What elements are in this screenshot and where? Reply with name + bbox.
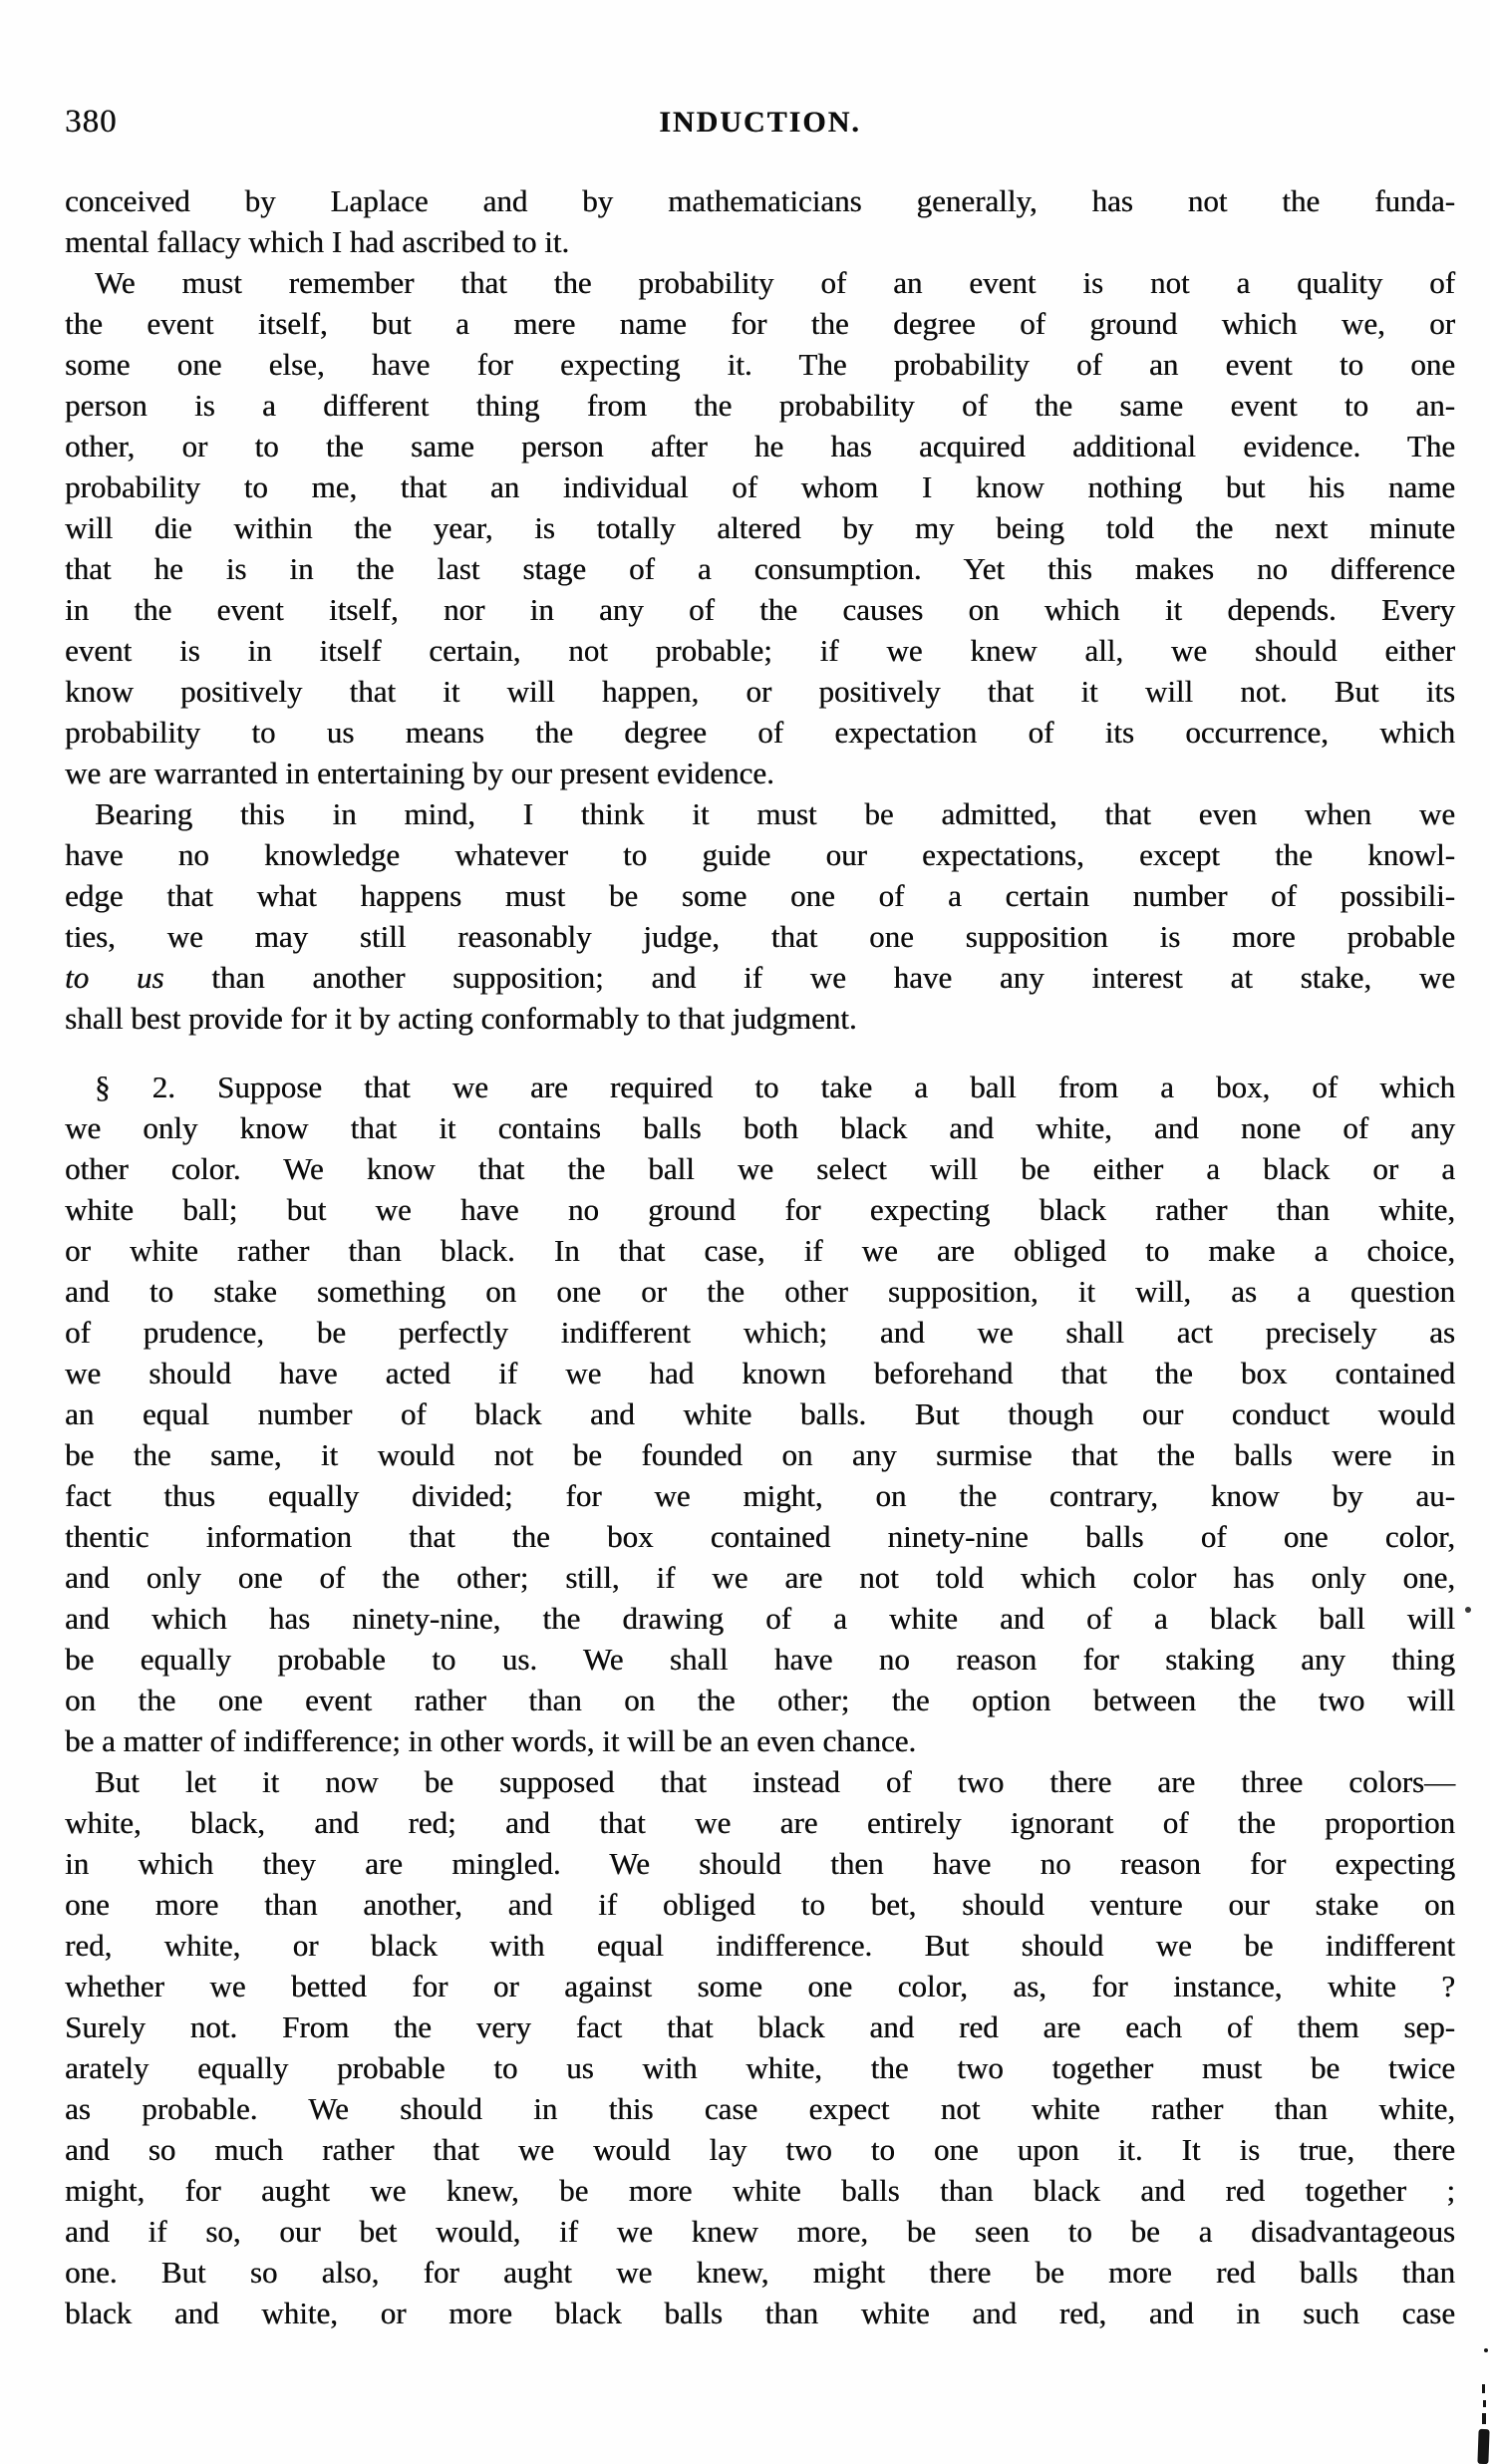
text-line: white, black, and red; and that we are entirely ignorant of the proportion xyxy=(65,1805,1455,1840)
text-line: some one else, have for expecting it. The probability of an event to one xyxy=(65,347,1455,382)
running-header-title: INDUCTION. xyxy=(659,106,861,139)
text-line: know positively that it will happen, or positively that it will not. But its xyxy=(65,674,1455,709)
text-line: white ball; but we have no ground for expecting black rather than white, xyxy=(65,1192,1455,1227)
text-line: thentic information that the box contained ninety-nine balls of one color, xyxy=(65,1519,1455,1554)
text-line xyxy=(65,957,1455,998)
text-line: will die within the year, is totally altered by my being told the next minute xyxy=(65,510,1455,545)
scan-artifact-dot xyxy=(1465,1607,1471,1613)
text-line: be equally probable to us. We shall have no reason for staking any thing xyxy=(65,1642,1455,1677)
text-line: event is in itself certain, not probable; if we knew all, we should either xyxy=(65,633,1455,668)
text-line: probability to me, that an individual of whom I know nothing but his name xyxy=(65,469,1455,504)
paragraph-section-2 xyxy=(65,1067,1455,1761)
text-line: red, white, or black with equal indifference. But should we be indifferent xyxy=(65,1928,1455,1963)
text-line: other, or to the same person after he has acquired additional evidence. The xyxy=(65,429,1455,463)
text-line: Bearing this in mind, I think it must be admitted, that even when we xyxy=(95,796,1455,831)
scan-artifact-dash xyxy=(1482,2384,1485,2393)
scan-artifact-dash xyxy=(1483,2400,1486,2407)
text-line: have no knowledge whatever to guide our expectations, except the knowl- xyxy=(65,837,1455,872)
text-line: But let it now be supposed that instead of two there are three colors— xyxy=(95,1764,1455,1799)
text-line-rest: than another supposition; and if we have any interest at stake, we xyxy=(163,960,1455,995)
text-line: § 2. Suppose that we are required to take a ball from a box, of which xyxy=(95,1070,1455,1104)
text-line: black and white, or more black balls than white and red, and in such case xyxy=(65,2296,1455,2330)
text-line: ties, we may still reasonably judge, that one supposition is more probable xyxy=(65,919,1455,954)
text-line: or white rather than black. In that case, if we are obliged to make a choice, xyxy=(65,1233,1455,1268)
paragraph xyxy=(65,793,1455,1039)
scan-artifact-blob xyxy=(1477,2429,1489,2464)
scan-artifact-dot xyxy=(1484,2348,1488,2352)
text-line: in the event itself, nor in any of the causes on which it depends. Every xyxy=(65,592,1455,627)
body-text xyxy=(65,180,1455,2333)
text-line: whether we betted for or against some one color, as, for instance, white ? xyxy=(65,1969,1455,2003)
text-line: Surely not. From the very fact that black and red are each of them sep- xyxy=(65,2009,1455,2044)
text-line: probability to us means the degree of expectation of its occurrence, which xyxy=(65,715,1455,750)
text-line: we should have acted if we had known beforehand that the box contained xyxy=(65,1356,1455,1390)
paragraph xyxy=(65,180,1455,262)
text-line: and to stake something on one or the other supposition, it will, as a question xyxy=(65,1274,1455,1309)
text-line: other color. We know that the ball we select will be either a black or a xyxy=(65,1151,1455,1186)
text-line: be the same, it would not be founded on any surmise that the balls were in xyxy=(65,1437,1455,1472)
text-line: mental fallacy which I had ascribed to it. xyxy=(65,224,570,259)
text-line: arately equally probable to us with white, the two together must be twice xyxy=(65,2050,1455,2085)
italic-phrase: to us xyxy=(65,960,164,995)
text-line: fact thus equally divided; for we might, on the contrary, know by au- xyxy=(65,1478,1455,1513)
paragraph xyxy=(65,1761,1455,2333)
paragraph xyxy=(65,262,1455,793)
text-line: edge that what happens must be some one of a certain number of possibili- xyxy=(65,878,1455,913)
text-line: and so much rather that we would lay two to one upon it. It is true, there xyxy=(65,2132,1455,2167)
text-line: we are warranted in entertaining by our present evidence. xyxy=(65,756,774,790)
text-line: of prudence, be perfectly indifferent which; and we shall act precisely as xyxy=(65,1315,1455,1350)
text-line: that he is in the last stage of a consumption. Yet this makes no difference xyxy=(65,551,1455,586)
text-line: be a matter of indifference; in other words, it will be an even chance. xyxy=(65,1723,917,1758)
text-line: an equal number of black and white balls. But though our conduct would xyxy=(65,1396,1455,1431)
text-line: conceived by Laplace and by mathematicians generally, has not the funda- xyxy=(65,183,1455,218)
text-line: we only know that it contains balls both black and white, and none of any xyxy=(65,1110,1455,1145)
text-line: and which has ninety-nine, the drawing of a white and of a black ball will xyxy=(65,1601,1455,1636)
text-line: might, for aught we knew, be more white balls than black and red together ; xyxy=(65,2173,1455,2208)
scan-artifact-dash xyxy=(1482,2413,1486,2424)
text-line: and if so, our bet would, if we knew more, be seen to be a disadvantageous xyxy=(65,2214,1455,2249)
text-line: one. But so also, for aught we knew, might there be more red balls than xyxy=(65,2255,1455,2290)
text-line: the event itself, but a mere name for the degree of ground which we, or xyxy=(65,306,1455,341)
text-line: person is a different thing from the probability of the same event to an- xyxy=(65,388,1455,423)
text-line: and only one of the other; still, if we are not told which color has only one, xyxy=(65,1560,1455,1595)
text-line: in which they are mingled. We should then have no reason for expecting xyxy=(65,1846,1455,1881)
text-line: on the one event rather than on the other; the option between the two will xyxy=(65,1683,1455,1717)
text-line: We must remember that the probability of an event is not a quality of xyxy=(95,265,1455,300)
text-line: one more than another, and if obliged to bet, should venture our stake on xyxy=(65,1887,1455,1922)
text-line: shall best provide for it by acting conformably to that judgment. xyxy=(65,1001,857,1036)
text-line: as probable. We should in this case expect not white rather than white, xyxy=(65,2091,1455,2126)
page-header xyxy=(65,104,1455,144)
page-number: 380 xyxy=(65,104,118,140)
